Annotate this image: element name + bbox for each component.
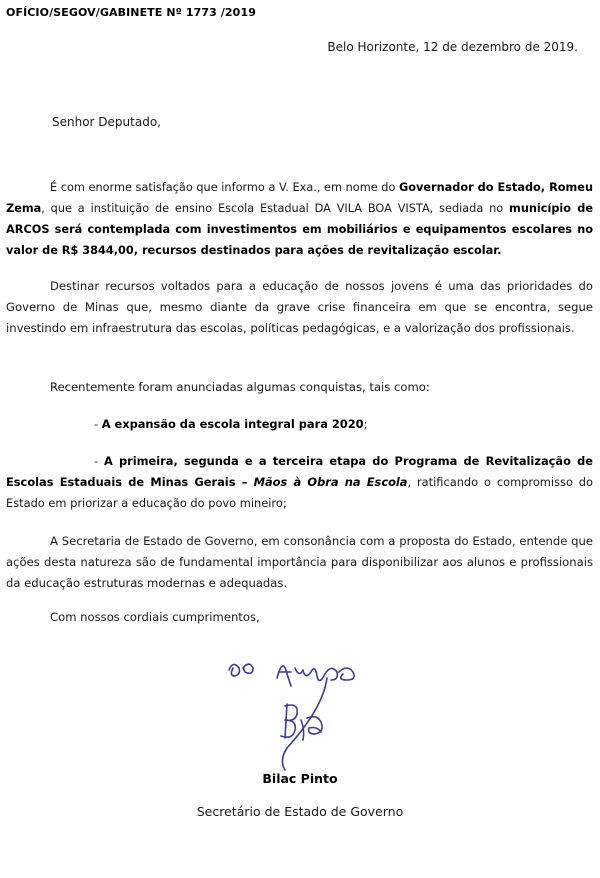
document-reference: OFÍCIO/SEGOV/GABINETE Nº 1773 /2019 [6,6,256,19]
signer-title: Secretário de Estado de Governo [196,804,404,819]
paragraph-announcement [6,177,593,261]
closing-line: Com nossos cordiais cumprimentos, [50,610,260,624]
item2-prefix: - [94,454,104,468]
paragraph1-bold-2: município de ARCOS será contemplada com investimentos em mobiliários e equipamentos escolares no valor de R$ 3844,00, recursos destinados para ações de revitalização escolar. [6,202,593,257]
paragraph-secretariat: A Secretaria de Estado de Governo, em consonância com a proposta do Estado, entende que ações desta natureza são de fundamental importância para disponibilizar aos alunos e profissionais da educação estruturas modernas e adequadas. [6,534,593,590]
item1-bold: A expansão da escola integral para 2020 [101,417,364,431]
list-item-integral-school [6,414,593,435]
item2-bold-italic: Mãos à Obra na Escola [253,475,408,489]
item2-bold: A primeira, segunda e a terceira etapa do Programa de Revitalização de Escolas Estaduais de Minas Gerais – [6,454,593,489]
paragraph-achievements-intro: Recentemente foram anunciadas algumas conquistas, tais como: [50,380,430,394]
salutation: Senhor Deputado, [52,115,161,129]
signer-name: Bilac Pinto [262,771,338,786]
place-and-date: Belo Horizonte, 12 de dezembro de 2019. [327,40,578,54]
handwritten-signature [215,648,385,778]
list-item-revitalization-program [6,451,593,514]
item1-prefix: - [94,417,102,431]
item2-suffix: , ratificando o compromisso do Estado em priorizar a educação do povo mineiro; [6,475,593,510]
paragraph-priorities: Destinar recursos voltados para a educação de nossos jovens é uma das prioridades do Governo de Minas que, mesmo diante da grave crise financeira em que se encontra, segue investindo em infraestrutura das escolas, políticas pedagógicas, e a valorização dos profissionais. [6,279,593,335]
paragraph1-bold-1: Governador do Estado, Romeu Zema [6,181,594,215]
paragraph1-text-2: , que a instituição de ensino Escola Estadual DA VILA BOA VISTA, sediada no [41,202,510,215]
item1-suffix: ; [363,417,368,431]
paragraph1-text-1: É com enorme satisfação que informo a V. Exa., em nome do [50,181,399,194]
